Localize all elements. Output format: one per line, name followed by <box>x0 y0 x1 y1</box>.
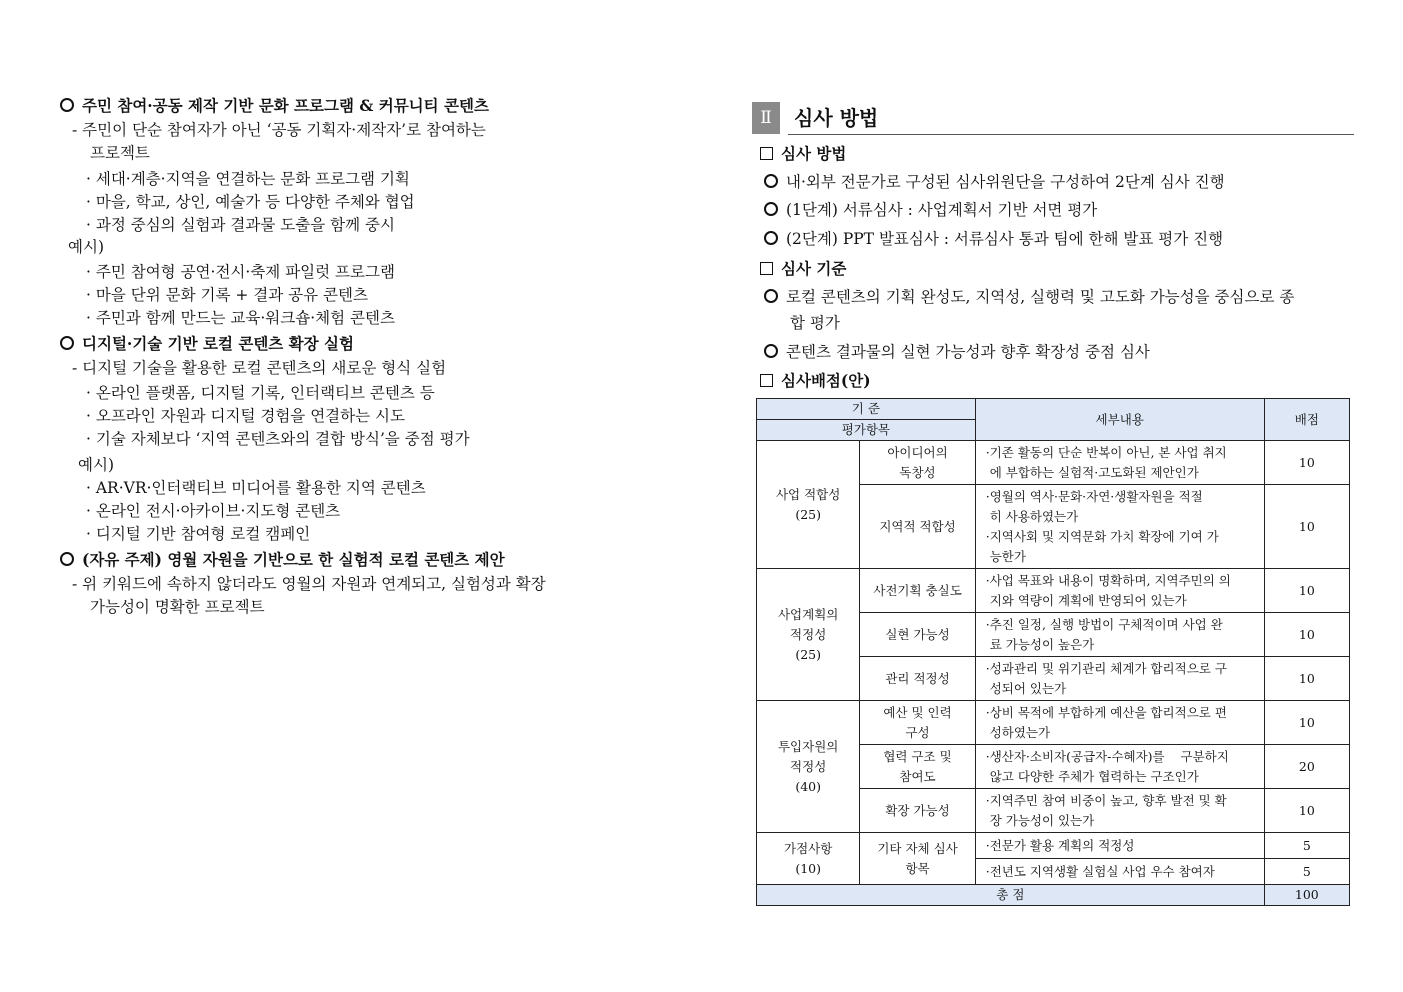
example-label: 예시) <box>68 238 104 256</box>
continued-line: 가능성이 명확한 프로젝트 <box>90 598 265 616</box>
score-cell: 5 <box>1264 833 1349 859</box>
square-bullet-icon <box>760 374 773 387</box>
category-cell: 사업 적합성 (25) <box>757 441 860 569</box>
detail-cell: ·상비 목적에 부합하게 예산을 합리적으로 편 성하였는가 <box>975 701 1264 745</box>
circle-bullet-icon <box>764 344 778 358</box>
detail-cell: ·성과관리 및 위기관리 체계가 합리적으로 구 성되어 있는가 <box>975 657 1264 701</box>
bullet-heading-2: 디지털·기술 기반 로컬 콘텐츠 확장 실험 <box>60 334 354 354</box>
item-cell: 예산 및 인력 구성 <box>860 701 975 745</box>
subheading-scoring: 심사배점(안) <box>760 371 871 391</box>
square-bullet-icon <box>760 262 773 275</box>
item-cell: 기타 자체 심사 항목 <box>860 833 975 885</box>
circle-bullet-icon <box>60 336 74 350</box>
score-cell: 10 <box>1264 441 1349 485</box>
circle-bullet-icon <box>764 202 778 216</box>
circle-bullet-icon <box>764 289 778 303</box>
total-label: 총 점 <box>757 885 1265 906</box>
circle-item: 로컬 콘텐츠의 기획 완성도, 지역성, 실행력 및 고도화 가능성을 중심으로 종 <box>764 287 1294 307</box>
score-cell: 20 <box>1264 745 1349 789</box>
detail-cell: ·기존 활동의 단순 반복이 아닌, 본 사업 취지 에 부합하는 실험적·고도화된 제안인가 <box>975 441 1264 485</box>
category-cell: 투입자원의 적정성 (40) <box>757 701 860 833</box>
category-cell: 사업계획의 적정성 (25) <box>757 569 860 701</box>
dash-line: - 디지털 기술을 활용한 로컬 콘텐츠의 새로운 형식 실험 <box>72 359 447 377</box>
continued-line: 프로젝트 <box>90 144 150 162</box>
detail-cell: ·전년도 지역생활 실험실 사업 우수 참여자 <box>975 859 1264 885</box>
dot-item: · 마을 단위 문화 기록 + 결과 공유 콘텐츠 <box>86 286 368 304</box>
circle-item: 내·외부 전문가로 구성된 심사위원단을 구성하여 2단계 심사 진행 <box>764 172 1225 192</box>
bullet-heading-3: (자유 주제) 영월 자원을 기반으로 한 실험적 로컬 콘텐츠 제안 <box>60 550 505 570</box>
example-label: 예시) <box>78 456 114 474</box>
header-score: 배점 <box>1264 399 1349 441</box>
circle-bullet-icon <box>60 98 74 112</box>
circle-bullet-icon <box>764 174 778 188</box>
bullet-heading-1: 주민 참여·공동 제작 기반 문화 프로그램 & 커뮤니티 콘텐츠 <box>60 96 489 116</box>
dot-item: · 온라인 플랫폼, 디지털 기록, 인터랙티브 콘텐츠 등 <box>86 384 435 402</box>
circle-item: (2단계) PPT 발표심사 : 서류심사 통과 팀에 한해 발표 평가 진행 <box>764 229 1223 249</box>
dot-item: · 주민 참여형 공연·전시·축제 파일럿 프로그램 <box>86 263 395 281</box>
score-cell: 10 <box>1264 613 1349 657</box>
dash-line: - 위 키워드에 속하지 않더라도 영월의 자원과 연계되고, 실험성과 확장 <box>72 575 546 593</box>
dot-item: · 마을, 학교, 상인, 예술가 등 다양한 주체와 협업 <box>86 193 415 211</box>
item-cell: 사전기획 충실도 <box>860 569 975 613</box>
score-cell: 10 <box>1264 789 1349 833</box>
circle-item: (1단계) 서류심사 : 사업계획서 기반 서면 평가 <box>764 200 1097 220</box>
circle-bullet-icon <box>60 552 74 566</box>
circle-item: 콘텐츠 결과물의 실현 가능성과 향후 확장성 중점 심사 <box>764 342 1150 362</box>
category-cell: 가점사항 (10) <box>757 833 860 885</box>
score-cell: 10 <box>1264 657 1349 701</box>
item-cell: 협력 구조 및 참여도 <box>860 745 975 789</box>
section-number: Ⅱ <box>752 102 780 134</box>
subheading-criteria: 심사 기준 <box>760 259 846 279</box>
dot-item: · 오프라인 자원과 디지털 경험을 연결하는 시도 <box>86 407 405 425</box>
item-cell: 관리 적정성 <box>860 657 975 701</box>
item-cell: 지역적 적합성 <box>860 485 975 569</box>
circle-bullet-icon <box>764 231 778 245</box>
section-title: 심사 방법 <box>794 106 879 130</box>
dash-line: - 주민이 단순 참여자가 아닌 ‘공동 기획자·제작자’로 참여하는 <box>72 121 486 139</box>
score-cell: 10 <box>1264 569 1349 613</box>
total-score: 100 <box>1264 885 1349 906</box>
scoring-table <box>756 398 1350 906</box>
header-criteria: 기 준 <box>757 399 976 420</box>
dot-item: · 주민과 함께 만드는 교육·워크숍·체험 콘텐츠 <box>86 309 395 327</box>
score-cell: 10 <box>1264 485 1349 569</box>
detail-cell: ·영월의 역사·문화·자연·생활자원을 적절 히 사용하였는가 ·지역사회 및 지역문화 가치 확장에 기여 가 능한가 <box>975 485 1264 569</box>
continued-line: 합 평가 <box>790 314 840 332</box>
dot-item: · 디지털 기반 참여형 로컬 캠페인 <box>86 525 311 543</box>
detail-cell: ·사업 목표와 내용이 명확하며, 지역주민의 의 지와 역량이 계획에 반영되어 있는가 <box>975 569 1264 613</box>
dot-item: · 세대·계층·지역을 연결하는 문화 프로그램 기획 <box>86 170 410 188</box>
detail-cell: ·추진 일정, 실행 방법이 구체적이며 사업 완 료 가능성이 높은가 <box>975 613 1264 657</box>
header-items: 평가항목 <box>757 420 976 441</box>
section-header <box>752 98 1354 136</box>
score-cell: 5 <box>1264 859 1349 885</box>
detail-cell: ·전문가 활용 계획의 적정성 <box>975 833 1264 859</box>
square-bullet-icon <box>760 147 773 160</box>
dot-item: · 온라인 전시·아카이브·지도형 콘텐츠 <box>86 502 341 520</box>
item-cell: 아이디어의 독창성 <box>860 441 975 485</box>
item-cell: 확장 가능성 <box>860 789 975 833</box>
dot-item: · 기술 자체보다 ‘지역 콘텐츠와의 결합 방식’을 중점 평가 <box>86 430 470 448</box>
header-detail: 세부내용 <box>975 399 1264 441</box>
score-cell: 10 <box>1264 701 1349 745</box>
section-rule <box>788 134 1354 135</box>
detail-cell: ·지역주민 참여 비중이 높고, 향후 발전 및 확 장 가능성이 있는가 <box>975 789 1264 833</box>
dot-item: · AR·VR·인터랙티브 미디어를 활용한 지역 콘텐츠 <box>86 479 426 497</box>
dot-item: · 과정 중심의 실험과 결과물 도출을 함께 중시 <box>86 216 395 234</box>
subheading-method: 심사 방법 <box>760 144 846 164</box>
item-cell: 실현 가능성 <box>860 613 975 657</box>
detail-cell: ·생산자·소비자(공급자-수혜자)를 구분하지 않고 다양한 주체가 협력하는 구조인가 <box>975 745 1264 789</box>
